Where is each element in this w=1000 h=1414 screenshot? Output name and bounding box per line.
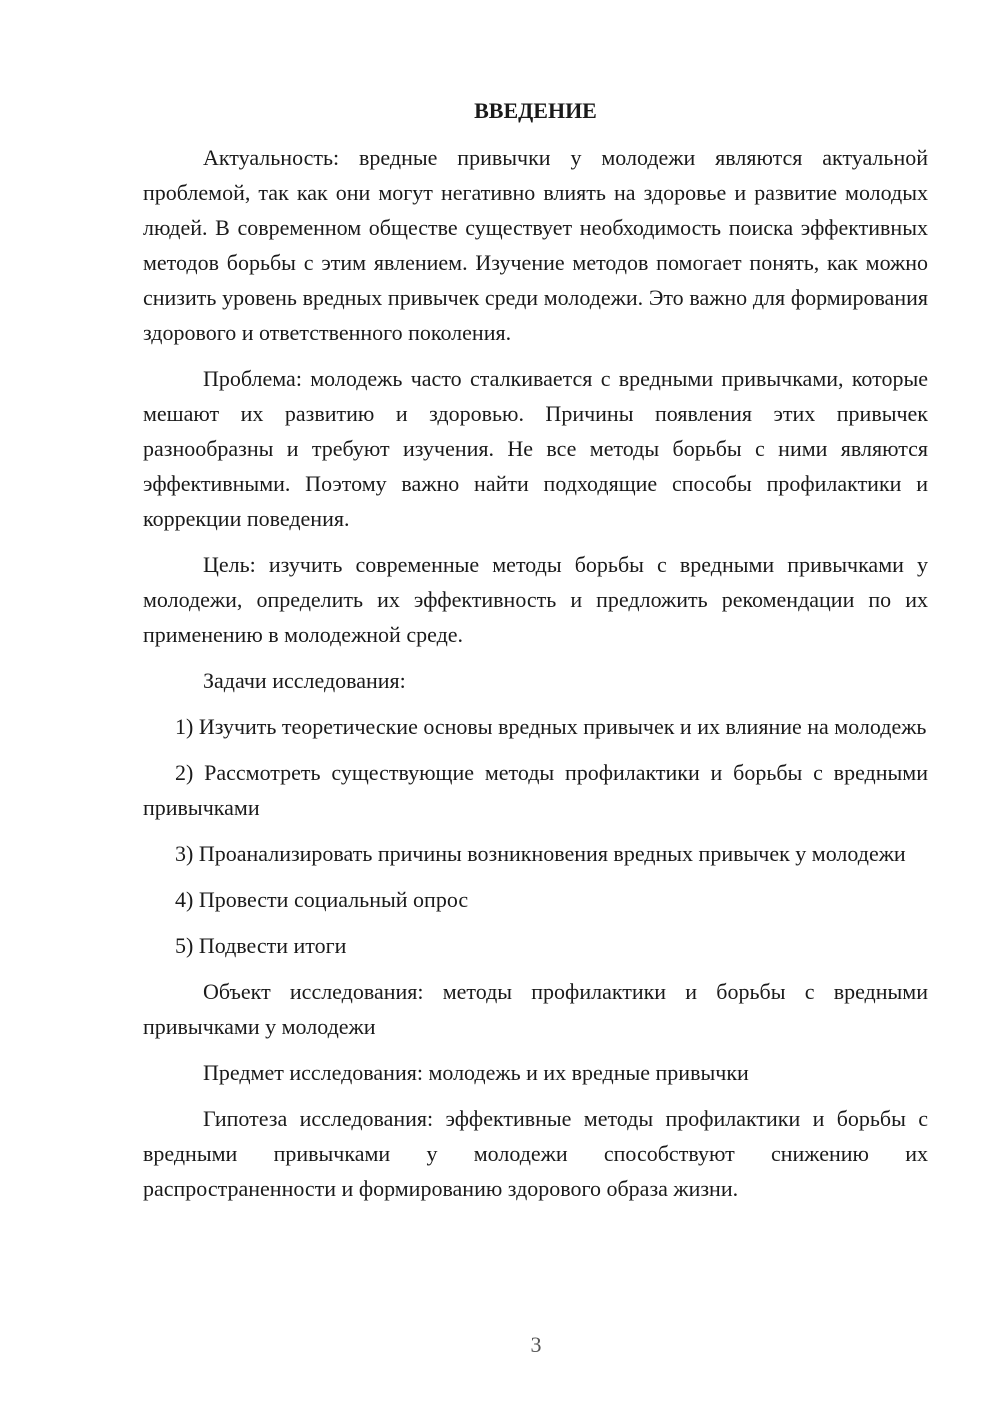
- task-item-5: 5) Подвести итоги: [175, 933, 347, 958]
- task-item-4: 4) Провести социальный опрос: [175, 887, 469, 912]
- paragraph-relevance: Актуальность: вредные привычки у молодежи являются актуальной проблемой, так как они могут негативно влиять на здоровье и развитие молодых людей. В современном обществе существует необходимость поиска эффективных методов борьбы с этим явлением. Изучение методов помогает понять, как можно снизить уровень вредных привычек среди молодежи. Это важно для формирования здорового и ответственного поколения.: [143, 145, 928, 345]
- paragraph-object: Объект исследования: методы профилактики и борьбы с вредными привычками у молодежи: [143, 979, 928, 1039]
- task-item-1: 1) Изучить теоретические основы вредных привычек и их влияние на молодежь: [175, 714, 927, 739]
- task-item-2: 2) Рассмотреть существующие методы профилактики и борьбы с вредными привычками: [143, 760, 928, 820]
- document-page: [143, 96, 928, 1217]
- paragraph-goal: Цель: изучить современные методы борьбы с вредными привычками у молодежи, определить их эффективность и предложить рекомендации по их применению в молодежной среде.: [143, 552, 928, 647]
- section-title: ВВЕДЕНИЕ: [474, 98, 597, 123]
- paragraph-subject: Предмет исследования: молодежь и их вредные привычки: [203, 1060, 749, 1085]
- tasks-heading: Задачи исследования:: [203, 668, 406, 693]
- paragraph-problem: Проблема: молодежь часто сталкивается с вредными привычками, которые мешают их развитию и здоровью. Причины появления этих привычек разнообразны и требуют изучения. Не все методы борьбы с ними являются эффективными. Поэтому важно найти подходящие способы профилактики и коррекции поведения.: [143, 366, 928, 531]
- paragraph-hypothesis: Гипотеза исследования: эффективные методы профилактики и борьбы с вредными привычками у молодежи способствуют снижению их распространенности и формированию здорового образа жизни.: [143, 1106, 928, 1201]
- task-item-3: 3) Проанализировать причины возникновения вредных привычек у молодежи: [175, 841, 906, 866]
- page-number: 3: [530, 1332, 542, 1357]
